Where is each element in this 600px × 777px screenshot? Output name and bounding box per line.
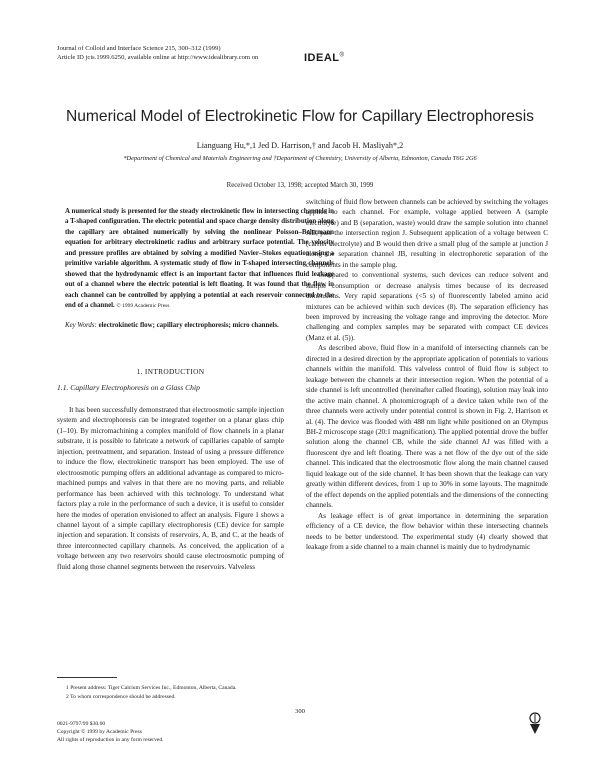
keywords-text: electrokinetic flow; capillary electrophoresis; micro channels. bbox=[98, 322, 279, 329]
ideal-logo-text: IDEAL bbox=[304, 52, 340, 64]
paragraph: As leakage effect is of great importance in determining the separation efficiency of a CE device, the flow behavior within these intersecting channels needs to be better understood. The experimental study (4) clearly showed that leakage from a side channel to a main channel is mainly due to hydrodynamic bbox=[306, 511, 548, 551]
ideal-logo bbox=[304, 52, 344, 64]
rights-line: All rights of reproduction in any form reserved. bbox=[57, 737, 164, 743]
page-number: 300 bbox=[295, 708, 305, 715]
paragraph: As described above, fluid flow in a manifold of intersecting channels can be directed in a desired direction by the appropriate application of potentials to various channels within the manifold. This valveless control of fluid flow is subject to leakage between the channels at their intersection region. When the potential of a side channel is left uncontrolled (hereinafter called floating), solution may leak into the active main channel. A photomicrograph of a device taken while two of the three channels were actively under potential control is shown in Fig. 2, Harrison et al. (4). The device was flooded with 488 nm light while positioned on an Olympus BH-2 microscope stage (20:1 magnification). The applied potential drove the buffer solution along the channel CB, while the side channel AJ was filled with a fluorescent dye and left floating. There was a net flow of the dye out of the side channel. This indicated that the electroosmotic flow along the main channel caused liquid leakage out of the side channel. It has been shown that the leakage can vary greatly within different devices, from 1 up to 30% in some layouts. The magnitude of the effect depends on the applied potentials and the dimensions of the connecting channels. bbox=[306, 344, 548, 510]
section-heading: 1. INTRODUCTION bbox=[136, 367, 205, 376]
footnote-divider bbox=[57, 677, 117, 678]
copyright-block bbox=[57, 720, 164, 744]
affiliation: *Department of Chemical and Materials Engineering and †Department of Chemistry, University of Alberta, Edmonton, Canada T6G 2G6 bbox=[123, 155, 477, 162]
right-column-body bbox=[306, 197, 548, 552]
copyright-press: © 1999 Academic Press bbox=[116, 303, 170, 310]
paragraph: Compared to conventional systems, such devices can reduce solvent and sample consumption or decrease analysis times because of its decreased dimensions. Very rapid separations (<5 s) of fluorescently labeled amino acid mixtures can be achieved within such devices (8). The separation efficiency has been improved by increasing the voltage range and improving the detector. More challenging and complex samples may be separated with compact CE devices (Manz et al. (5)). bbox=[306, 271, 548, 342]
paragraph: It has been successfully demonstrated that electroosmotic sample injection system and electrophoresis can be integrated together on a planar glass chip (1–10). By micromachining a complex manifold of flow channels in a planar substrate, it is possible to fabricate a network of capillaries capable of sample injection, pretreatment, and separation. Instead of using a pressure difference to induce the flow, electrokinetic transport has been employed. The use of electroosmotic pumping offers an additional advantage as compared to micro-machined pumps and valves in that there are no moving parts, and reliable performance has been achieved with this technology. To understand what factors play a role in the performance of such a device, it is useful to consider here the modes of operation envisioned to affect an analysis. Figure 1 shows a channel layout of a simple capillary electrophoresis (CE) device for sample injection and separation. It consists of reservoirs, A, B, and C, at the heads of three interconnected capillary channels. As conceived, the application of a voltage between any two reservoirs should cause electroosmotic pumping of fluid along those channel segments between the reservoirs. Valveless bbox=[57, 406, 284, 571]
article-id-line: Article ID jcis.1999.6250, available online at http://www.idealibrary.com on bbox=[57, 54, 259, 61]
footnote: 1 Present address: Tiger Calcium Services Inc., Edmonton, Alberta, Canada. bbox=[66, 685, 237, 691]
author-list: Lianguang Hu,*,1 Jed D. Harrison,† and Jacob H. Masliyah*,2 bbox=[196, 141, 404, 150]
publisher-logo-icon bbox=[526, 712, 544, 736]
footnote: 2 To whom correspondence should be addressed. bbox=[66, 693, 176, 700]
keywords-label: Key Words: bbox=[65, 322, 97, 329]
abstract bbox=[65, 207, 334, 312]
registered-mark: ® bbox=[339, 52, 345, 59]
received-dates: Received October 13, 1998; accepted March 30, 1999 bbox=[226, 182, 374, 189]
keywords bbox=[65, 321, 334, 331]
paragraph: switching of fluid flow between channels can be achieved by switching the voltages applied to each channel. For example, voltage applied between A (sample electrolyte) and B (separation, waste) would draw the sample solution into channel AB, past the intersection region J. Subsequent application of a voltage between C (carrier electrolyte) and B would then drive a small plug of the sample at junction J along the separation channel JB, resulting in electrophoretic separation of the components in the sample plug. bbox=[306, 198, 548, 269]
abstract-text: A numerical study is presented for the steady electrokinetic flow in intersecting channels in a T-shaped configuration. The electric potential and space charge density distribution along the capillary are obtained numerically by solving the nonlinear Poisson–Boltzmann equation for arbitrary electrokinetic radius and arbitrary surface potential. The velocity and pressure profiles are obtained by solving a modified Navier–Stokes equation using a primitive variable algorithm. A systematic study of flow in T-shaped intersecting channels showed that the hydrodynamic effect is an important factor that influences fluid leakage out of a channel where the electric potential is left floating. It was found that the flow in each channel can be controlled by applying a potential at each reservoir connected to the end of a channel. bbox=[65, 208, 334, 310]
copyright-line: Copyright © 1999 by Academic Press bbox=[57, 729, 142, 735]
subsection-heading: 1.1. Capillary Electrophoresis on a Glass Chip bbox=[57, 383, 200, 392]
journal-line: Journal of Colloid and Interface Science 215, 300–312 (1999) bbox=[57, 45, 221, 52]
issn-price: 0021-9797/99 $30.00 bbox=[57, 721, 106, 727]
paper-title: Numerical Model of Electrokinetic Flow for Capillary Electrophoresis bbox=[66, 108, 534, 125]
left-column-body bbox=[57, 405, 284, 572]
footnotes bbox=[66, 684, 286, 701]
